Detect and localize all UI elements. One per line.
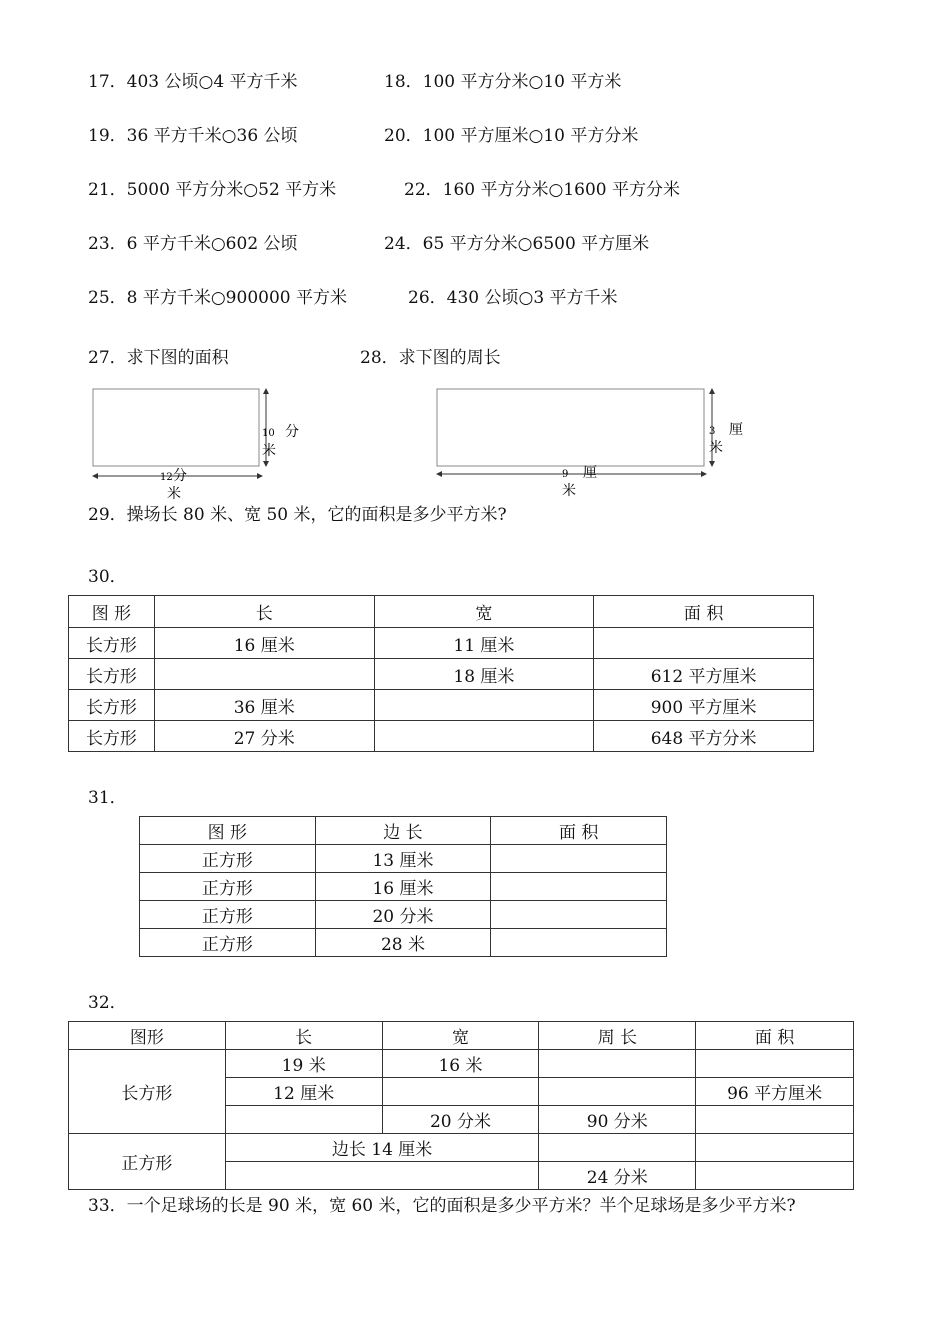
table-cell: [491, 873, 667, 901]
table-row: [69, 690, 814, 721]
q27-height-unit-b: 米: [262, 443, 276, 459]
q31-table: [139, 816, 667, 957]
question-27: 27．求下图的面积: [88, 348, 229, 368]
table-header-row: [140, 817, 667, 845]
table-cell: 18 厘米: [374, 659, 594, 690]
table-cell: 正方形: [140, 873, 316, 901]
table-row: [69, 628, 814, 659]
square-label-cell: 正方形: [69, 1134, 226, 1190]
table-cell: 16 米: [382, 1050, 539, 1078]
header-cell: 边 长: [315, 817, 491, 845]
table-row: [140, 901, 667, 929]
question-25: 25．8 平方千米○900000 平方米: [88, 288, 347, 308]
table-cell: 11 厘米: [374, 628, 594, 659]
question-33: 33．一个足球场的长是 90 米，宽 60 米，它的面积是多少平方米？半个足球场是多少平方米?: [88, 1196, 796, 1216]
q28-width-number: 9: [562, 469, 569, 480]
question-21: 21．5000 平方分米○52 平方米: [88, 180, 337, 200]
table-cell: [696, 1162, 854, 1190]
table-row: [140, 873, 667, 901]
table-cell: 24 分米: [539, 1162, 696, 1190]
q32-table: [68, 1021, 854, 1190]
table-cell: [154, 659, 374, 690]
header-cell: 面 积: [594, 596, 814, 628]
table-cell: [374, 690, 594, 721]
table-cell: 正方形: [140, 929, 316, 957]
question-18: 18．100 平方分米○10 平方米: [384, 72, 622, 92]
table-cell: 648 平方分米: [594, 721, 814, 752]
table-row: [140, 929, 667, 957]
header-cell: 面 积: [696, 1022, 854, 1050]
q28-height-number: 3: [709, 426, 716, 437]
question-26: 26．430 公顷○3 平方千米: [408, 288, 618, 308]
q27-width-number: 12: [160, 472, 173, 483]
header-cell: 宽: [382, 1022, 539, 1050]
question-31-label: 31．: [88, 788, 127, 808]
table-cell: [225, 1106, 382, 1134]
header-cell: 图 形: [69, 596, 155, 628]
table-cell: [539, 1134, 696, 1162]
table-cell: [491, 845, 667, 873]
table-cell: [696, 1050, 854, 1078]
q27-rectangle: [93, 389, 259, 466]
table-cell: 长方形: [69, 721, 155, 752]
question-24: 24．65 平方分米○6500 平方厘米: [384, 234, 650, 254]
table-row: [140, 845, 667, 873]
table-cell: [539, 1078, 696, 1106]
table-cell: [594, 628, 814, 659]
q30-table: [68, 595, 814, 752]
table-row: [69, 659, 814, 690]
header-cell: 图 形: [140, 817, 316, 845]
table-cell: [696, 1134, 854, 1162]
q27-height-unit-a: 分: [285, 424, 299, 440]
rectangle-label-cell: 长方形: [69, 1050, 226, 1134]
table-cell: 正方形: [140, 845, 316, 873]
table-cell: 900 平方厘米: [594, 690, 814, 721]
table-cell: 16 厘米: [315, 873, 491, 901]
question-19: 19．36 平方千米○36 公顷: [88, 126, 298, 146]
table-cell: [382, 1078, 539, 1106]
question-28: 28．求下图的周长: [360, 348, 501, 368]
question-20: 20．100 平方厘米○10 平方分米: [384, 126, 639, 146]
question-23: 23．6 平方千米○602 公顷: [88, 234, 298, 254]
table-cell: [225, 1162, 539, 1190]
question-29: 29．操场长 80 米、宽 50 米，它的面积是多少平方米?: [88, 505, 507, 525]
q28-width-unit-a: 厘: [583, 465, 597, 481]
q28-height-unit-b: 米: [709, 440, 723, 456]
q27-width-unit-a: 分: [173, 468, 187, 484]
table-cell: [491, 901, 667, 929]
table-cell: 36 厘米: [154, 690, 374, 721]
header-cell: 周 长: [539, 1022, 696, 1050]
q27-height-number: 10: [262, 428, 275, 439]
question-17: 17．403 公顷○4 平方千米: [88, 72, 298, 92]
header-cell: 图形: [69, 1022, 226, 1050]
table-cell: [374, 721, 594, 752]
q28-height-unit-a: 厘: [729, 422, 743, 438]
header-cell: 长: [225, 1022, 382, 1050]
table-cell: 12 厘米: [225, 1078, 382, 1106]
table-header-row: [69, 596, 814, 628]
table-cell: 长方形: [69, 690, 155, 721]
table-cell: 20 分米: [382, 1106, 539, 1134]
table-cell: 边长 14 厘米: [225, 1134, 539, 1162]
header-cell: 宽: [374, 596, 594, 628]
table-row: [69, 1050, 854, 1078]
table-cell: 612 平方厘米: [594, 659, 814, 690]
table-cell: [491, 929, 667, 957]
table-cell: [539, 1050, 696, 1078]
table-cell: 20 分米: [315, 901, 491, 929]
table-row: [69, 1134, 854, 1162]
figures: [0, 0, 950, 510]
header-cell: 面 积: [491, 817, 667, 845]
table-cell: 16 厘米: [154, 628, 374, 659]
q28-rectangle: [437, 389, 704, 466]
table-cell: 28 米: [315, 929, 491, 957]
table-cell: 90 分米: [539, 1106, 696, 1134]
table-cell: 13 厘米: [315, 845, 491, 873]
question-32-label: 32．: [88, 993, 127, 1013]
question-22: 22．160 平方分米○1600 平方分米: [404, 180, 680, 200]
table-header-row: [69, 1022, 854, 1050]
table-row: [69, 721, 814, 752]
table-cell: [696, 1106, 854, 1134]
table-cell: 27 分米: [154, 721, 374, 752]
header-cell: 长: [154, 596, 374, 628]
question-30-label: 30．: [88, 567, 127, 587]
table-cell: 长方形: [69, 659, 155, 690]
table-cell: 19 米: [225, 1050, 382, 1078]
q28-width-unit-b: 米: [562, 483, 576, 499]
table-cell: 长方形: [69, 628, 155, 659]
q27-width-unit-b: 米: [167, 486, 181, 502]
table-cell: 正方形: [140, 901, 316, 929]
table-cell: 96 平方厘米: [696, 1078, 854, 1106]
